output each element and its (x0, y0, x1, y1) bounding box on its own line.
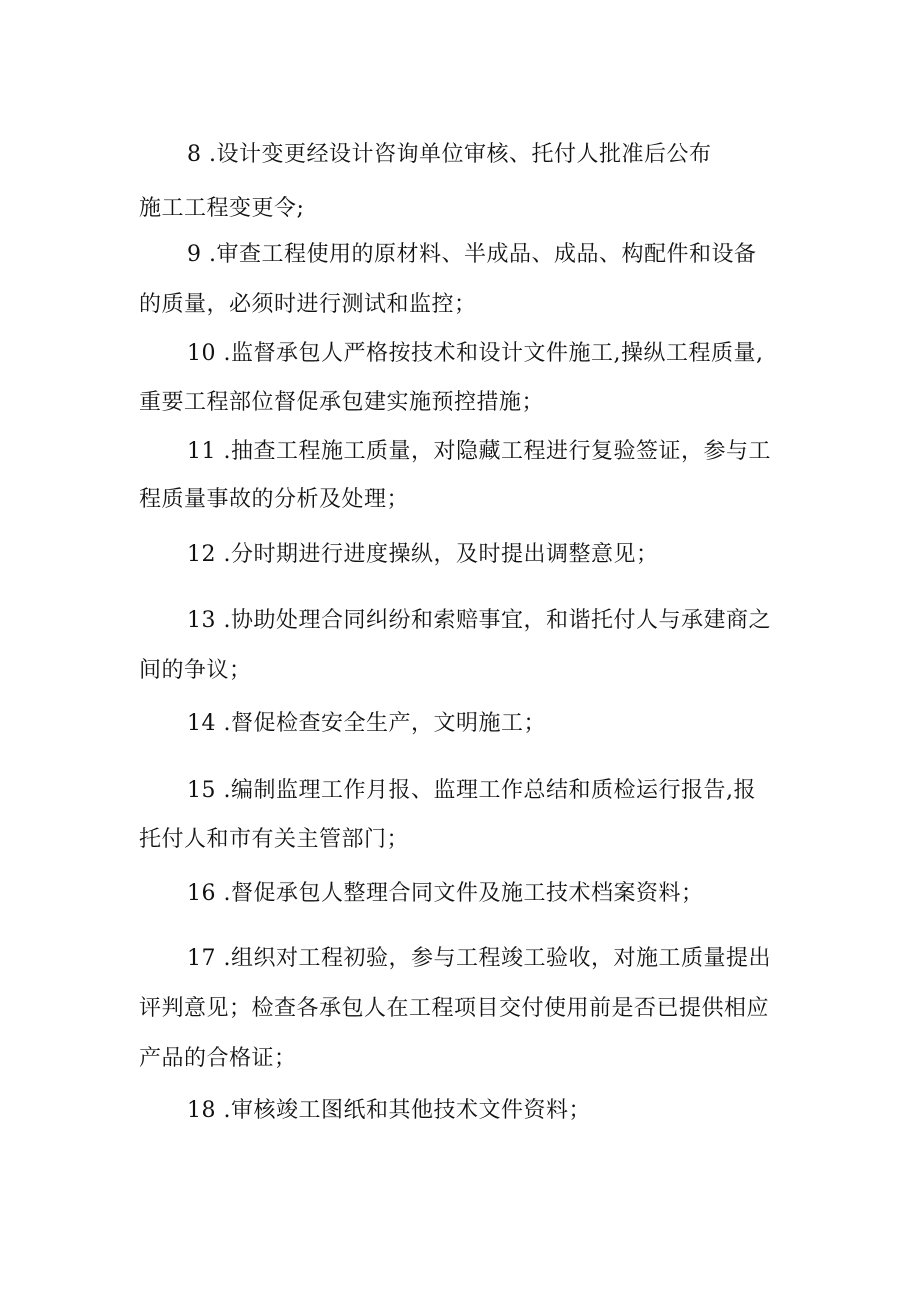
item-17-line-3: 产品的合格证； (139, 1046, 297, 1071)
item-18-line-1: 18 .审核竣工图纸和其他技术文件资料； (187, 1098, 591, 1123)
item-9-line-2: 的质量，必须时进行测试和监控； (139, 292, 477, 317)
item-8-line-2: 施工工程变更令; (139, 196, 305, 221)
item-17-line-2: 评判意见；检查各承包人在工程项目交付使用前是否已提供相应 (139, 996, 770, 1021)
item-10-line-2: 重要工程部位督促承包建实施预控措施； (139, 390, 545, 415)
item-11-line-2: 程质量事故的分析及处理； (139, 487, 410, 512)
item-13-line-1: 13 .协助处理合同纠纷和索赔事宜，和谐托付人与承建商之 (187, 608, 771, 633)
item-15-line-1: 15 .编制监理工作月报、监理工作总结和质检运行报告,报 (187, 778, 756, 803)
item-8-line-1: 8 .设计变更经设计咨询单位审核、托付人批准后公布 (187, 142, 712, 167)
item-13-line-2: 间的争议； (139, 658, 252, 683)
item-9-line-1: 9 .审查工程使用的原材料、半成品、成品、构配件和设备 (187, 242, 757, 267)
item-16-line-1: 16 .督促承包人整理合同文件及施工技术档案资料； (187, 881, 704, 906)
item-11-line-1: 11 .抽查工程施工质量，对隐藏工程进行复验签证，参与工 (187, 439, 771, 464)
item-14-line-1: 14 .督促检查安全生产，文明施工； (187, 711, 546, 736)
item-15-line-2: 托付人和市有关主管部门； (139, 827, 410, 852)
item-10-line-1: 10 .监督承包人严格按技术和设计文件施工,操纵工程质量, (187, 341, 764, 366)
item-12-line-1: 12 .分时期进行进度操纵，及时提出调整意见； (187, 542, 659, 567)
item-17-line-1: 17 .组织对工程初验，参与工程竣工验收，对施工质量提出 (187, 946, 771, 971)
